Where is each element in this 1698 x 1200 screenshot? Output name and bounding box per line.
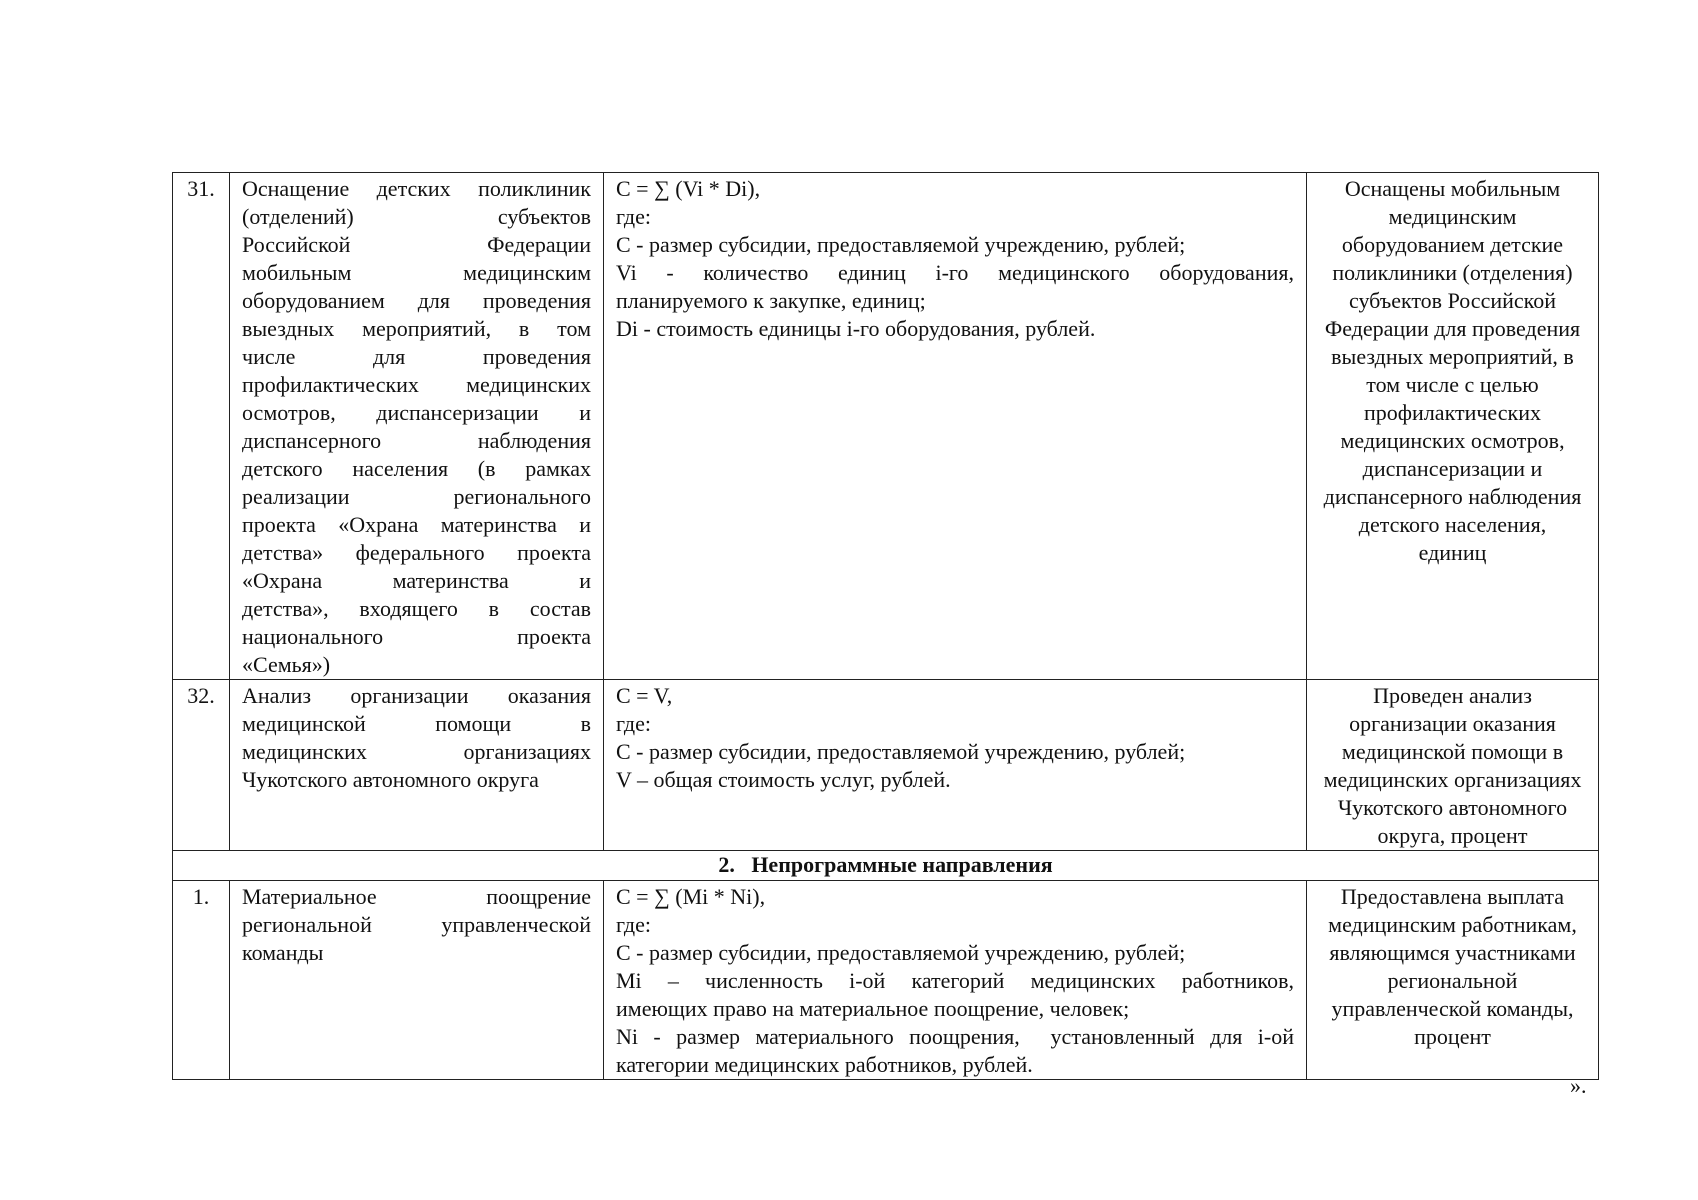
result-line: являющимся участниками xyxy=(1329,940,1576,965)
formula-line: Vi - количество единиц i-го медицинского оборудования, xyxy=(616,260,1294,285)
formula-line: где: xyxy=(616,204,651,229)
text-line: числе для проведения xyxy=(242,344,591,369)
text-line: профилактических медицинских xyxy=(242,372,591,397)
formula-line: C = V, xyxy=(616,683,673,708)
measure-name-cell xyxy=(230,881,604,1080)
result-line: диспансерного наблюдения xyxy=(1323,484,1582,509)
text-line: Оснащение детских поликлиник xyxy=(242,176,591,201)
text-line: реализации регионального xyxy=(242,484,591,509)
result-line: Федерации для проведения xyxy=(1324,316,1581,341)
formula-line: где: xyxy=(616,711,651,736)
result-line: медицинским xyxy=(1388,204,1517,229)
text-line: команды xyxy=(242,940,324,965)
document-table xyxy=(172,172,1599,1080)
section-heading-row xyxy=(173,851,1599,881)
result-line: медицинских осмотров, xyxy=(1340,428,1565,453)
section-title: 2. Непрограммные направления xyxy=(173,851,1599,881)
formula-line: C - размер субсидии, предоставляемой учреждению, рублей; xyxy=(616,940,1186,965)
text-line: детства», входящего в состав xyxy=(242,596,591,621)
text-line: детства» федерального проекта xyxy=(242,540,591,565)
result-line: округа, процент xyxy=(1377,823,1528,848)
text-line: Анализ организации оказания xyxy=(242,683,591,708)
text-line: «Семья») xyxy=(242,652,331,677)
formula-line: категории медицинских работников, рублей. xyxy=(616,1052,1033,1077)
formula-line: Di - стоимость единицы i-го оборудования, рублей. xyxy=(616,316,1096,341)
formula-line: C = ∑ (Mi * Ni), xyxy=(616,884,766,909)
result-cell xyxy=(1307,680,1599,851)
text-line: Материальное поощрение xyxy=(242,884,591,909)
text-line: оборудованием для проведения xyxy=(242,288,591,313)
closing-quote: ». xyxy=(1570,1073,1587,1098)
formula-line: имеющих право на материальное поощрение, человек; xyxy=(616,996,1130,1021)
text-line: (отделений) субъектов xyxy=(242,204,591,229)
text-line: национального проекта xyxy=(242,624,591,649)
formula-cell xyxy=(604,173,1307,680)
row-number: 1. xyxy=(173,881,230,1080)
result-line: том числе с целью xyxy=(1366,372,1539,397)
result-line: Предоставлена выплата xyxy=(1340,884,1565,909)
text-line: «Охрана материнства и xyxy=(242,568,591,593)
result-line: региональной xyxy=(1387,968,1518,993)
formula-line: V – общая стоимость услуг, рублей. xyxy=(616,767,951,792)
text-line: диспансерного наблюдения xyxy=(242,428,591,453)
result-line: медицинским работникам, xyxy=(1328,912,1577,937)
formula-line: Mi – численность i-ой категорий медицинских работников, xyxy=(616,968,1294,993)
table-row-section-1 xyxy=(173,881,1599,1080)
result-line: детского населения, xyxy=(1358,512,1547,537)
result-line: единиц xyxy=(1418,540,1487,565)
formula-line: C = ∑ (Vi * Di), xyxy=(616,176,761,201)
text-line: Российской Федерации xyxy=(242,232,591,257)
result-line: процент xyxy=(1414,1024,1491,1049)
result-line: субъектов Российской xyxy=(1348,288,1556,313)
result-line: оборудованием детские xyxy=(1341,232,1564,257)
measure-name-cell xyxy=(230,680,604,851)
text-line: выездных мероприятий, в том xyxy=(242,316,591,341)
result-line: Проведен анализ xyxy=(1373,683,1532,708)
measure-name-cell xyxy=(230,173,604,680)
table-row-31 xyxy=(173,173,1599,680)
result-line: профилактических xyxy=(1364,400,1541,425)
result-line: выездных мероприятий, в xyxy=(1331,344,1574,369)
result-cell xyxy=(1307,881,1599,1080)
result-line: медицинских организациях xyxy=(1323,767,1582,792)
result-line: Чукотского автономного xyxy=(1337,795,1568,820)
result-line: поликлиники (отделения) xyxy=(1332,260,1573,285)
text-line: Чукотского автономного округа xyxy=(242,767,539,792)
formula-line: планируемого к закупке, единиц; xyxy=(616,288,926,313)
text-line: детского населения (в рамках xyxy=(242,456,591,481)
formula-line: где: xyxy=(616,912,651,937)
result-cell xyxy=(1307,173,1599,680)
result-line: организации оказания xyxy=(1349,711,1556,736)
formula-cell xyxy=(604,881,1307,1080)
formula-line: Ni - размер материального поощрения, установленный для i-ой xyxy=(616,1024,1294,1049)
result-line: Оснащены мобильным xyxy=(1344,176,1561,201)
text-line: мобильным медицинским xyxy=(242,260,591,285)
row-number: 31. xyxy=(173,173,230,680)
result-line: диспансеризации и xyxy=(1362,456,1543,481)
result-line: управленческой команды, xyxy=(1331,996,1574,1021)
formula-line: C - размер субсидии, предоставляемой учреждению, рублей; xyxy=(616,739,1186,764)
text-line: медицинской помощи в xyxy=(242,711,591,736)
text-line: региональной управленческой xyxy=(242,912,591,937)
formula-line: C - размер субсидии, предоставляемой учреждению, рублей; xyxy=(616,232,1186,257)
table-row-32 xyxy=(173,680,1599,851)
text-line: медицинских организациях xyxy=(242,739,591,764)
row-number: 32. xyxy=(173,680,230,851)
text-line: проекта «Охрана материнства и xyxy=(242,512,591,537)
result-line: медицинской помощи в xyxy=(1341,739,1564,764)
text-line: осмотров, диспансеризации и xyxy=(242,400,591,425)
formula-cell xyxy=(604,680,1307,851)
